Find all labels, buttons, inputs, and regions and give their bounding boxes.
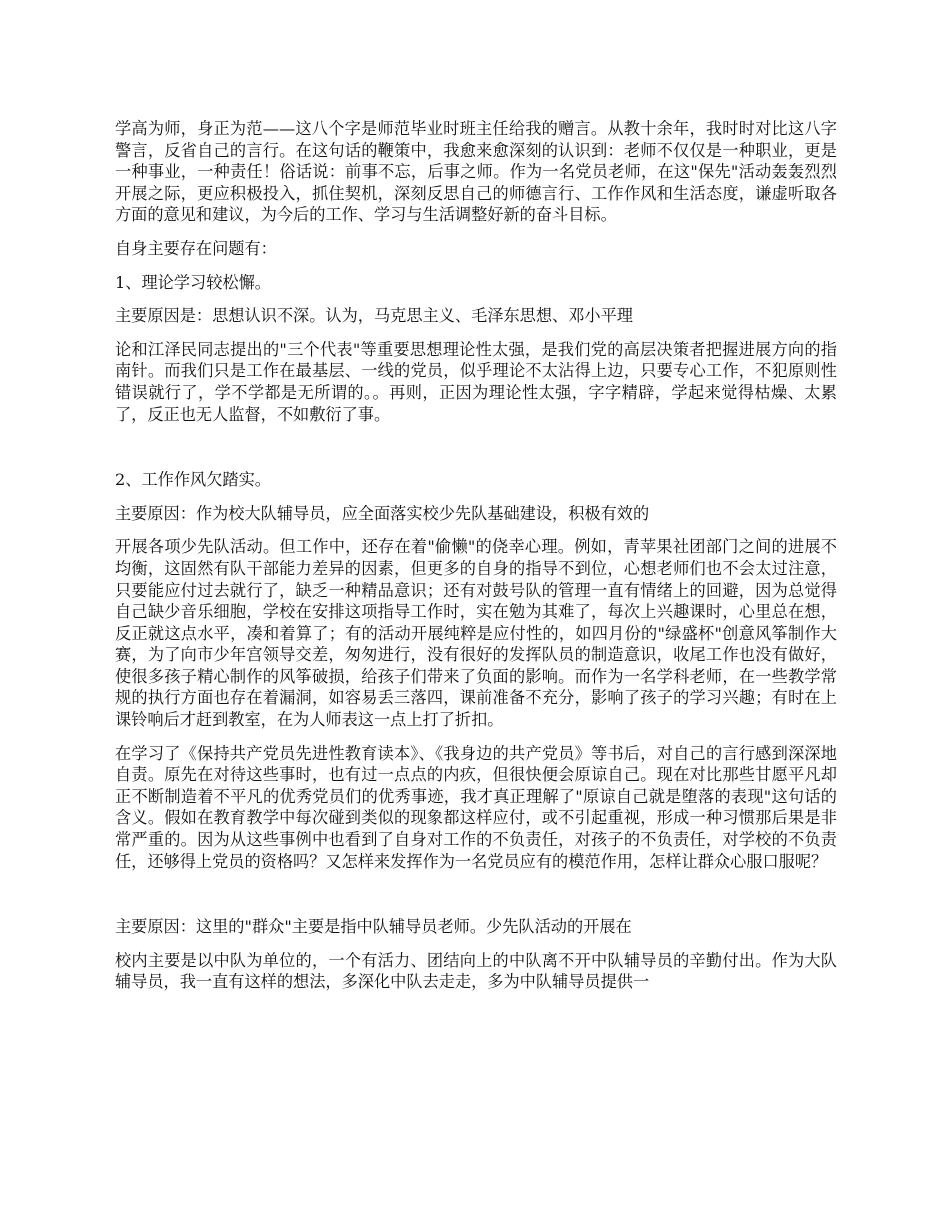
section-2-body: 开展各项少先队活动。但工作中，还存在着"偷懒"的侥幸心理。例如，青苹果社团部门之间的进展不均衡，这固然有队干部能力差异的因素，但更多的自身的指导不到位，心想老师们也不会太过注意，只要能应付过去就行了，缺乏一种精品意识；还有对鼓号队的管理一直有情绪上的回避，因为总觉得自己缺少音乐细胞，学校在安排这项指导工作时，实在勉为其难了，每次上兴趣课时，心里总在想，反正就这点水平，凑和着算了；有的活动开展纯粹是应付性的，如四月份的"绿盛杯"创意风筝制作大赛，为了向市少年宫领导交差，匆匆进行，没有很好的发挥队员的制造意识，收尾工作也没有做好，使很多孩子精心制作的风筝破损，给孩子们带来了负面的影响。而作为一名学科老师，在一些教学常规的执行方面也存在着漏洞，如容易丢三落四，课前准备不充分，影响了孩子的学习兴趣；有时在上课铃响后才赶到教室，在为人师表这一点上打了折扣。 [115,537,837,730]
intro-paragraph: 学高为师，身正为范——这八个字是师范毕业时班主任给我的赠言。从教十余年，我时时对比这八字警言，反省自己的言行。在这句话的鞭策中，我愈来愈深刻的认识到：老师不仅仅是一种职业，更是一种事业，一种责任！俗话说：前事不忘，后事之师。作为一名党员老师，在这"保先"活动轰轰烈烈开展之际，更应积极投入，抓住契机，深刻反思自己的师德言行、工作作风和生活态度，谦虚听取各方面的意见和建议，为今后的工作、学习与生活调整好新的奋斗目标。 [115,119,837,225]
problems-heading: 自身主要存在问题有： [115,238,277,258]
section-2-reason: 主要原因：作为校大队辅导员，应全面落实校少先队基础建设，积极有效的 [115,503,650,523]
section-3-reason: 主要原因：这里的"群众"主要是指中队辅导员老师。少先队活动的开展在 [115,917,632,937]
reflection-paragraph: 在学习了《保持共产党员先进性教育读本》、《我身边的共产党员》等书后，对自己的言行感到深深地自责。原先在对待这些事时，也有过一点点的内疚，但很快便会原谅自己。现在对比那些甘愿平凡却正不断制造着不平凡的优秀党员们的优秀事迹，我才真正理解了"原谅自己就是堕落的表现"这句话的含义。假如在教育教学中每次碰到类似的现象都这样应付，或不引起重视，形成一种习惯那后果是非常严重的。因为从这些事例中也看到了自身对工作的不负责任，对孩子的不负责任，对学校的不负责任，还够得上党员的资格吗？又怎样来发挥作为一名党员应有的模范作用，怎样让群众心服口服呢？ [115,743,837,871]
section-1-body: 论和江泽民同志提出的"三个代表"等重要思想理论性太强，是我们党的高层决策者把握进展方向的指南针。而我们只是工作在最基层、一线的党员，似乎理论不太沾得上边，只要专心工作，不犯原则性错误就行了，学不学都是无所谓的。。再则，正因为理论性太强，字字精辟，学起来觉得枯燥、太累了，反正也无人监督，不如敷衍了事。 [115,339,837,424]
section-1-heading: 1、理论学习较松懈。 [115,272,271,292]
section-2-heading: 2、工作作风欠踏实。 [115,470,271,490]
section-3-body: 校内主要是以中队为单位的，一个有活力、团结向上的中队离不开中队辅导员的辛勤付出。作为大队辅导员，我一直有这样的想法，多深化中队去走走，多为中队辅导员提供一 [115,950,837,992]
document-page [115,118,837,993]
section-1-reason: 主要原因是：思想认识不深。认为，马克思主义、毛泽东思想、邓小平理 [115,306,633,326]
